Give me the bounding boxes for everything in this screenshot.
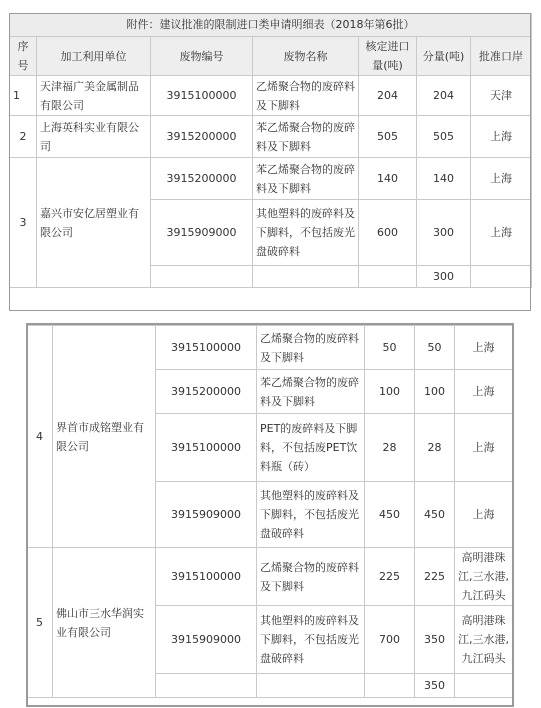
row5-unit: 佛山市三水华润实业有限公司: [53, 548, 156, 698]
row3b-name: 其他塑料的废碎料及下脚料，不包括废光盘破碎料: [253, 200, 359, 266]
row4-unit: 界首市成铭塑业有限公司: [53, 326, 156, 548]
row3a-name: 苯乙烯聚合物的废碎料及下脚料: [253, 158, 359, 200]
upper-table: [9, 13, 532, 288]
header-name: 废物名称: [253, 37, 359, 76]
row4c-code: 3915100000: [156, 414, 257, 482]
row2-port: 上海: [471, 116, 532, 158]
row1-unit: 天津福广美金属制品有限公司: [37, 76, 151, 116]
table-row: [27, 326, 513, 370]
row3a-approved: 140: [359, 158, 417, 200]
row5a-name: 乙烯聚合物的废碎料及下脚料: [257, 548, 365, 606]
row4c-split: 28: [415, 414, 455, 482]
row4c-port: 上海: [455, 414, 513, 482]
row1-split: 204: [417, 76, 471, 116]
row5b-port: 高明港珠江,三水港,九江码头: [455, 606, 513, 674]
row4a-name: 乙烯聚合物的废碎料及下脚料: [257, 326, 365, 370]
row2-seq: 2: [10, 116, 37, 158]
row5b-split: 350: [415, 606, 455, 674]
row3c-code: [151, 266, 253, 288]
row4c-approved: 28: [365, 414, 415, 482]
row5b-name: 其他塑料的废碎料及下脚料，不包括废光盘破碎料: [257, 606, 365, 674]
table-title: 附件：建议批准的限制进口类申请明细表（2018年第6批）: [10, 14, 532, 37]
row4d-split: 450: [415, 482, 455, 548]
row5-seq: 5: [27, 548, 53, 698]
row3a-code: 3915200000: [151, 158, 253, 200]
row3c-approved: [359, 266, 417, 288]
header-port: 批准口岸: [471, 37, 532, 76]
row1-seq: 1: [10, 76, 37, 116]
row3c-port: [471, 266, 532, 288]
row5b-approved: 700: [365, 606, 415, 674]
row5c-code: [156, 674, 257, 698]
table-row: [27, 548, 513, 606]
table-row: [10, 76, 532, 116]
row3c-name: [253, 266, 359, 288]
table-row: [10, 116, 532, 158]
row5c-split: 350: [415, 674, 455, 698]
row5a-approved: 225: [365, 548, 415, 606]
row3-unit: 嘉兴市安亿居塑业有限公司: [37, 158, 151, 288]
row4b-name: 苯乙烯聚合物的废碎料及下脚料: [257, 370, 365, 414]
header-seq: 序号: [10, 37, 37, 76]
row2-name: 苯乙烯聚合物的废碎料及下脚料: [253, 116, 359, 158]
row3-seq: 3: [10, 158, 37, 288]
lower-table: [26, 325, 513, 698]
row1-approved: 204: [359, 76, 417, 116]
row3a-port: 上海: [471, 158, 532, 200]
row5c-name: [257, 674, 365, 698]
row4b-code: 3915200000: [156, 370, 257, 414]
row4d-code: 3915909000: [156, 482, 257, 548]
row3a-split: 140: [417, 158, 471, 200]
row4d-approved: 450: [365, 482, 415, 548]
row1-port: 天津: [471, 76, 532, 116]
row3b-approved: 600: [359, 200, 417, 266]
row4d-name: 其他塑料的废碎料及下脚料，不包括废光盘破碎料: [257, 482, 365, 548]
row4a-code: 3915100000: [156, 326, 257, 370]
header-approved: 核定进口量(吨): [359, 37, 417, 76]
header-split: 分量(吨): [417, 37, 471, 76]
row3b-code: 3915909000: [151, 200, 253, 266]
row5a-split: 225: [415, 548, 455, 606]
row4-seq: 4: [27, 326, 53, 548]
row4a-approved: 50: [365, 326, 415, 370]
row2-split: 505: [417, 116, 471, 158]
row4a-split: 50: [415, 326, 455, 370]
row1-code: 3915100000: [151, 76, 253, 116]
row4a-port: 上海: [455, 326, 513, 370]
table-row: [10, 158, 532, 200]
header-unit: 加工利用单位: [37, 37, 151, 76]
row5c-port: [455, 674, 513, 698]
row2-approved: 505: [359, 116, 417, 158]
row2-code: 3915200000: [151, 116, 253, 158]
row5c-approved: [365, 674, 415, 698]
row5a-code: 3915100000: [156, 548, 257, 606]
row3c-split: 300: [417, 266, 471, 288]
row4c-name: PET的废碎料及下脚料，不包括废PET饮料瓶（砖）: [257, 414, 365, 482]
table-header-row: [10, 37, 532, 76]
row1-name: 乙烯聚合物的废碎料及下脚料: [253, 76, 359, 116]
row2-unit: 上海英科实业有限公司: [37, 116, 151, 158]
row5b-code: 3915909000: [156, 606, 257, 674]
row4b-split: 100: [415, 370, 455, 414]
row4b-port: 上海: [455, 370, 513, 414]
row3b-split: 300: [417, 200, 471, 266]
row4b-approved: 100: [365, 370, 415, 414]
header-code: 废物编号: [151, 37, 253, 76]
row4d-port: 上海: [455, 482, 513, 548]
row3b-port: 上海: [471, 200, 532, 266]
row5a-port: 高明港珠江,三水港,九江码头: [455, 548, 513, 606]
